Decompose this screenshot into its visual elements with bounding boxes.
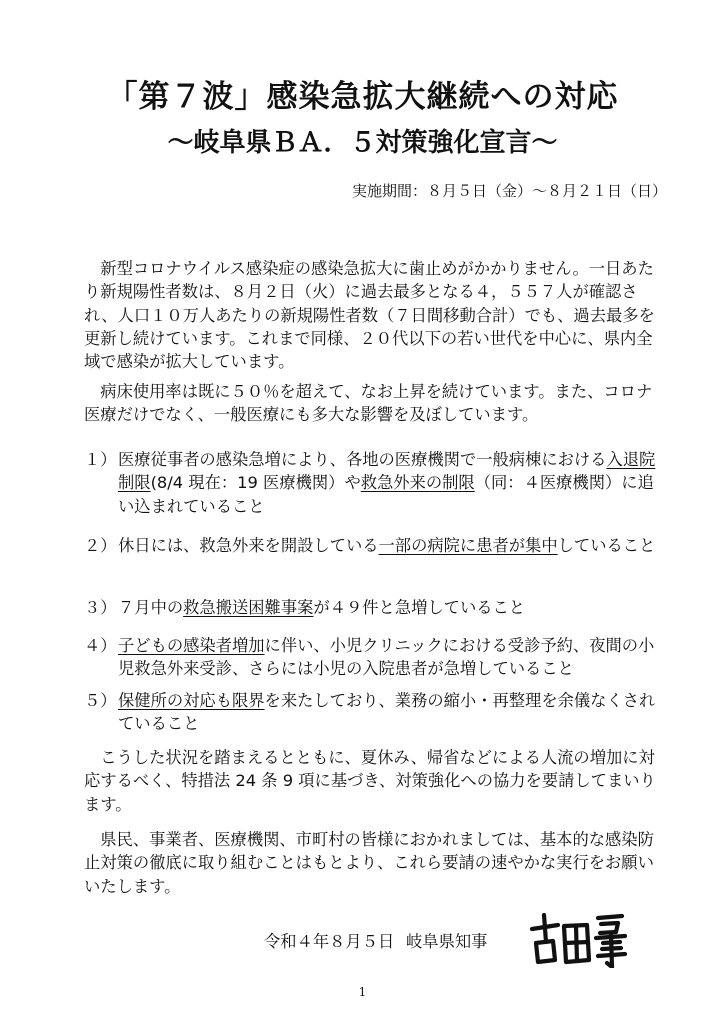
- list-item-1: [84, 448, 660, 518]
- list-item-5: [84, 689, 660, 736]
- paragraph-appeal: 県民、事業者、医療機関、市町村の皆様におかれましては、基本的な感染防止対策の徹底に取り組むことはもとより、これら要請の速やかな実行をお願いいたします。: [84, 830, 654, 896]
- list-item-2: [84, 534, 660, 557]
- paragraph-situation: 新型コロナウイルス感染症の感染急拡大に歯止めがかかりません。一日あたり新規陽性者数は、８月２日（火）に過去最多となる４，５５７人が確認され、人口１０万人あたりの新規陽性者数（７日間移動合計）でも、過去最多を更新し続けています。これまで同様、２０代以下の若い世代を中心に、県内全域で感染が拡大しています。: [84, 259, 655, 372]
- list-item-number: １）: [84, 450, 117, 469]
- list-item-4: [84, 634, 660, 681]
- paragraph-bed-usage: 病床使用率は既に５０％を超えて、なお上昇を続けています。また、コロナ医療だけでなく、一般医療にも多大な影響を及ぼしています。: [84, 382, 653, 425]
- underlined-phrase: 一部の病院に患者が集中: [378, 536, 558, 555]
- underlined-phrase: 救急外来の制限: [360, 473, 475, 493]
- list-item-text: 休日には、救急外来を開設している一部の病院に患者が集中していること: [118, 536, 656, 555]
- governor-signature: [528, 912, 628, 968]
- list-item-3: [84, 596, 660, 619]
- underlined-phrase: 保健所の対応も限界: [118, 691, 265, 710]
- page-number: 1: [358, 985, 367, 999]
- underlined-phrase: 救急搬送困難事案: [183, 598, 314, 617]
- list-item-number: ５）: [84, 691, 117, 710]
- underlined-phrase: 入退院制限: [118, 450, 656, 493]
- underlined-phrase: 子どもの感染者増加: [118, 636, 265, 655]
- document-title: 「第７波」感染急拡大継続への対応: [106, 79, 619, 115]
- list-item-text: 医療従事者の感染急増により、各地の医療機関で一般病棟における入退院制限(8/4 現在：19 医療機関）や救急外来の制限（同：４医療機関）に追い込まれていること: [118, 450, 656, 516]
- document-subtitle: ～岐阜県ＢＡ．５対策強化宣言～: [167, 128, 558, 158]
- list-item-number: ２）: [84, 536, 117, 555]
- list-item-text: 保健所の対応も限界を来たしており、業務の縮小・再整理を余儀なくされていること: [118, 691, 656, 734]
- list-item-number: ３）: [84, 598, 117, 617]
- paragraph-request: こうした状況を踏まえるとともに、夏休み、帰省などによる人流の増加に対応するべく、特措法 24 条 9 項に基づき、対策強化への協力を要請してまいります。: [84, 748, 656, 814]
- issue-date: 令和４年８月５日: [264, 932, 395, 951]
- implementation-period: 実施期間：８月５日（金）～８月２１日（日）: [351, 182, 667, 200]
- issuer-title: 岐阜県知事: [406, 932, 488, 951]
- list-item-number: ４）: [84, 636, 117, 655]
- list-item-text: ７月中の救急搬送困難事案が４９件と急増していること: [118, 598, 526, 617]
- list-item-text: 子どもの感染者増加に伴い、小児クリニックにおける受診予約、夜間の小児救急外来受診、さらには小児の入院患者が急増していること: [118, 636, 655, 679]
